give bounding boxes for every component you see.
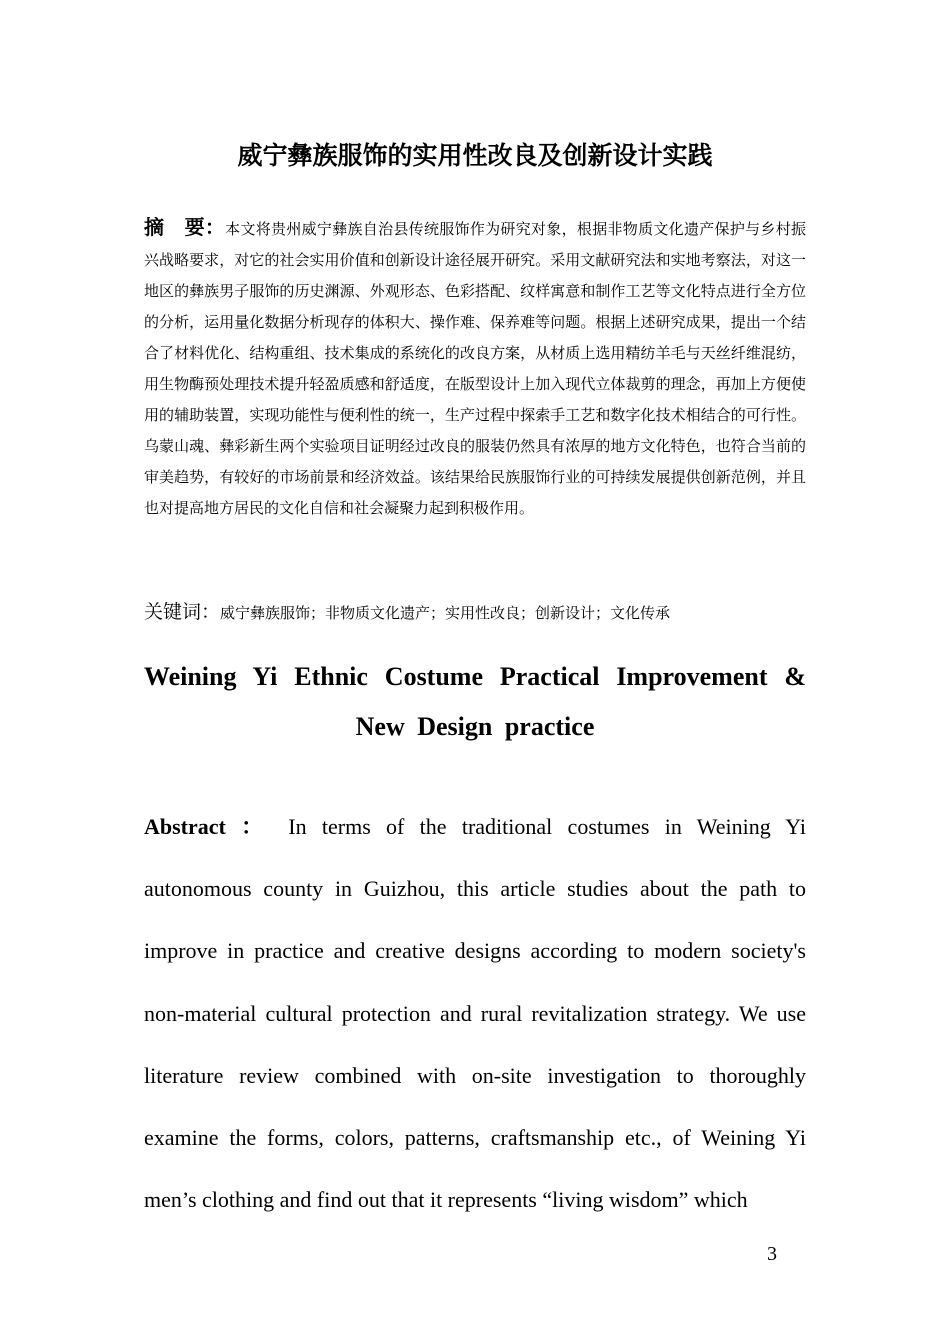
chinese-keywords-text: 威宁彝族服饰；非物质文化遗产；实用性改良；创新设计；文化传承	[220, 604, 671, 622]
chinese-abstract-label: 摘 要：	[144, 215, 226, 239]
chinese-abstract	[144, 212, 806, 524]
english-title-line-1: Weining Yi Ethnic Costume Practical Improvement &	[144, 662, 806, 691]
english-abstract	[144, 796, 806, 1231]
chinese-title: 威宁彝族服饰的实用性改良及创新设计实践	[237, 141, 713, 170]
english-abstract-label: Abstract ：	[144, 814, 273, 839]
chinese-keywords-label: 关键词：	[144, 601, 221, 623]
english-abstract-text: In terms of the traditional costumes in Weining Yi autonomous county in Guizhou, this article studies about the path to improve in practice and creative designs according to modern society's non-material cultural protection and rural revitalization strategy. We use literature review combined with on-site investigation to thoroughly examine the forms, colors, patterns, craftsmanship etc., of Weining Yi men’s clothing and find out that it represents “living wisdom” which	[144, 814, 806, 1213]
english-title	[144, 652, 806, 752]
chinese-keywords	[144, 598, 806, 627]
chinese-abstract-text: 本文将贵州威宁彝族自治县传统服饰作为研究对象，根据非物质文化遗产保护与乡村振兴战略要求，对它的社会实用价值和创新设计途径展开研究。采用文献研究法和实地考察法，对这一地区的彝族男子服饰的历史渊源、外观形态、色彩搭配、纹样寓意和制作工艺等文化特点进行全方位的分析，运用量化数据分析现存的体积大、操作难、保养难等问题。根据上述研究成果，提出一个结合了材料优化、结构重组、技术集成的系统化的改良方案，从材质上选用精纺羊毛与天丝纤维混纺，用生物酶预处理技术提升轻盈质感和舒适度，在版型设计上加入现代立体裁剪的理念，再加上方便使用的辅助装置，实现功能性与便利性的统一，生产过程中探索手工艺和数字化技术相结合的可行性。乌蒙山魂、彝彩新生两个实验项目证明经过改良的服装仍然具有浓厚的地方文化特色，也符合当前的审美趋势，有较好的市场前景和经济效益。该结果给民族服饰行业的可持续发展提供创新范例，并且也对提高地方居民的文化自信和社会凝聚力起到积极作用。	[144, 220, 806, 517]
english-title-line-2: New Design practice	[355, 712, 595, 741]
page-number: 3	[767, 1243, 777, 1265]
